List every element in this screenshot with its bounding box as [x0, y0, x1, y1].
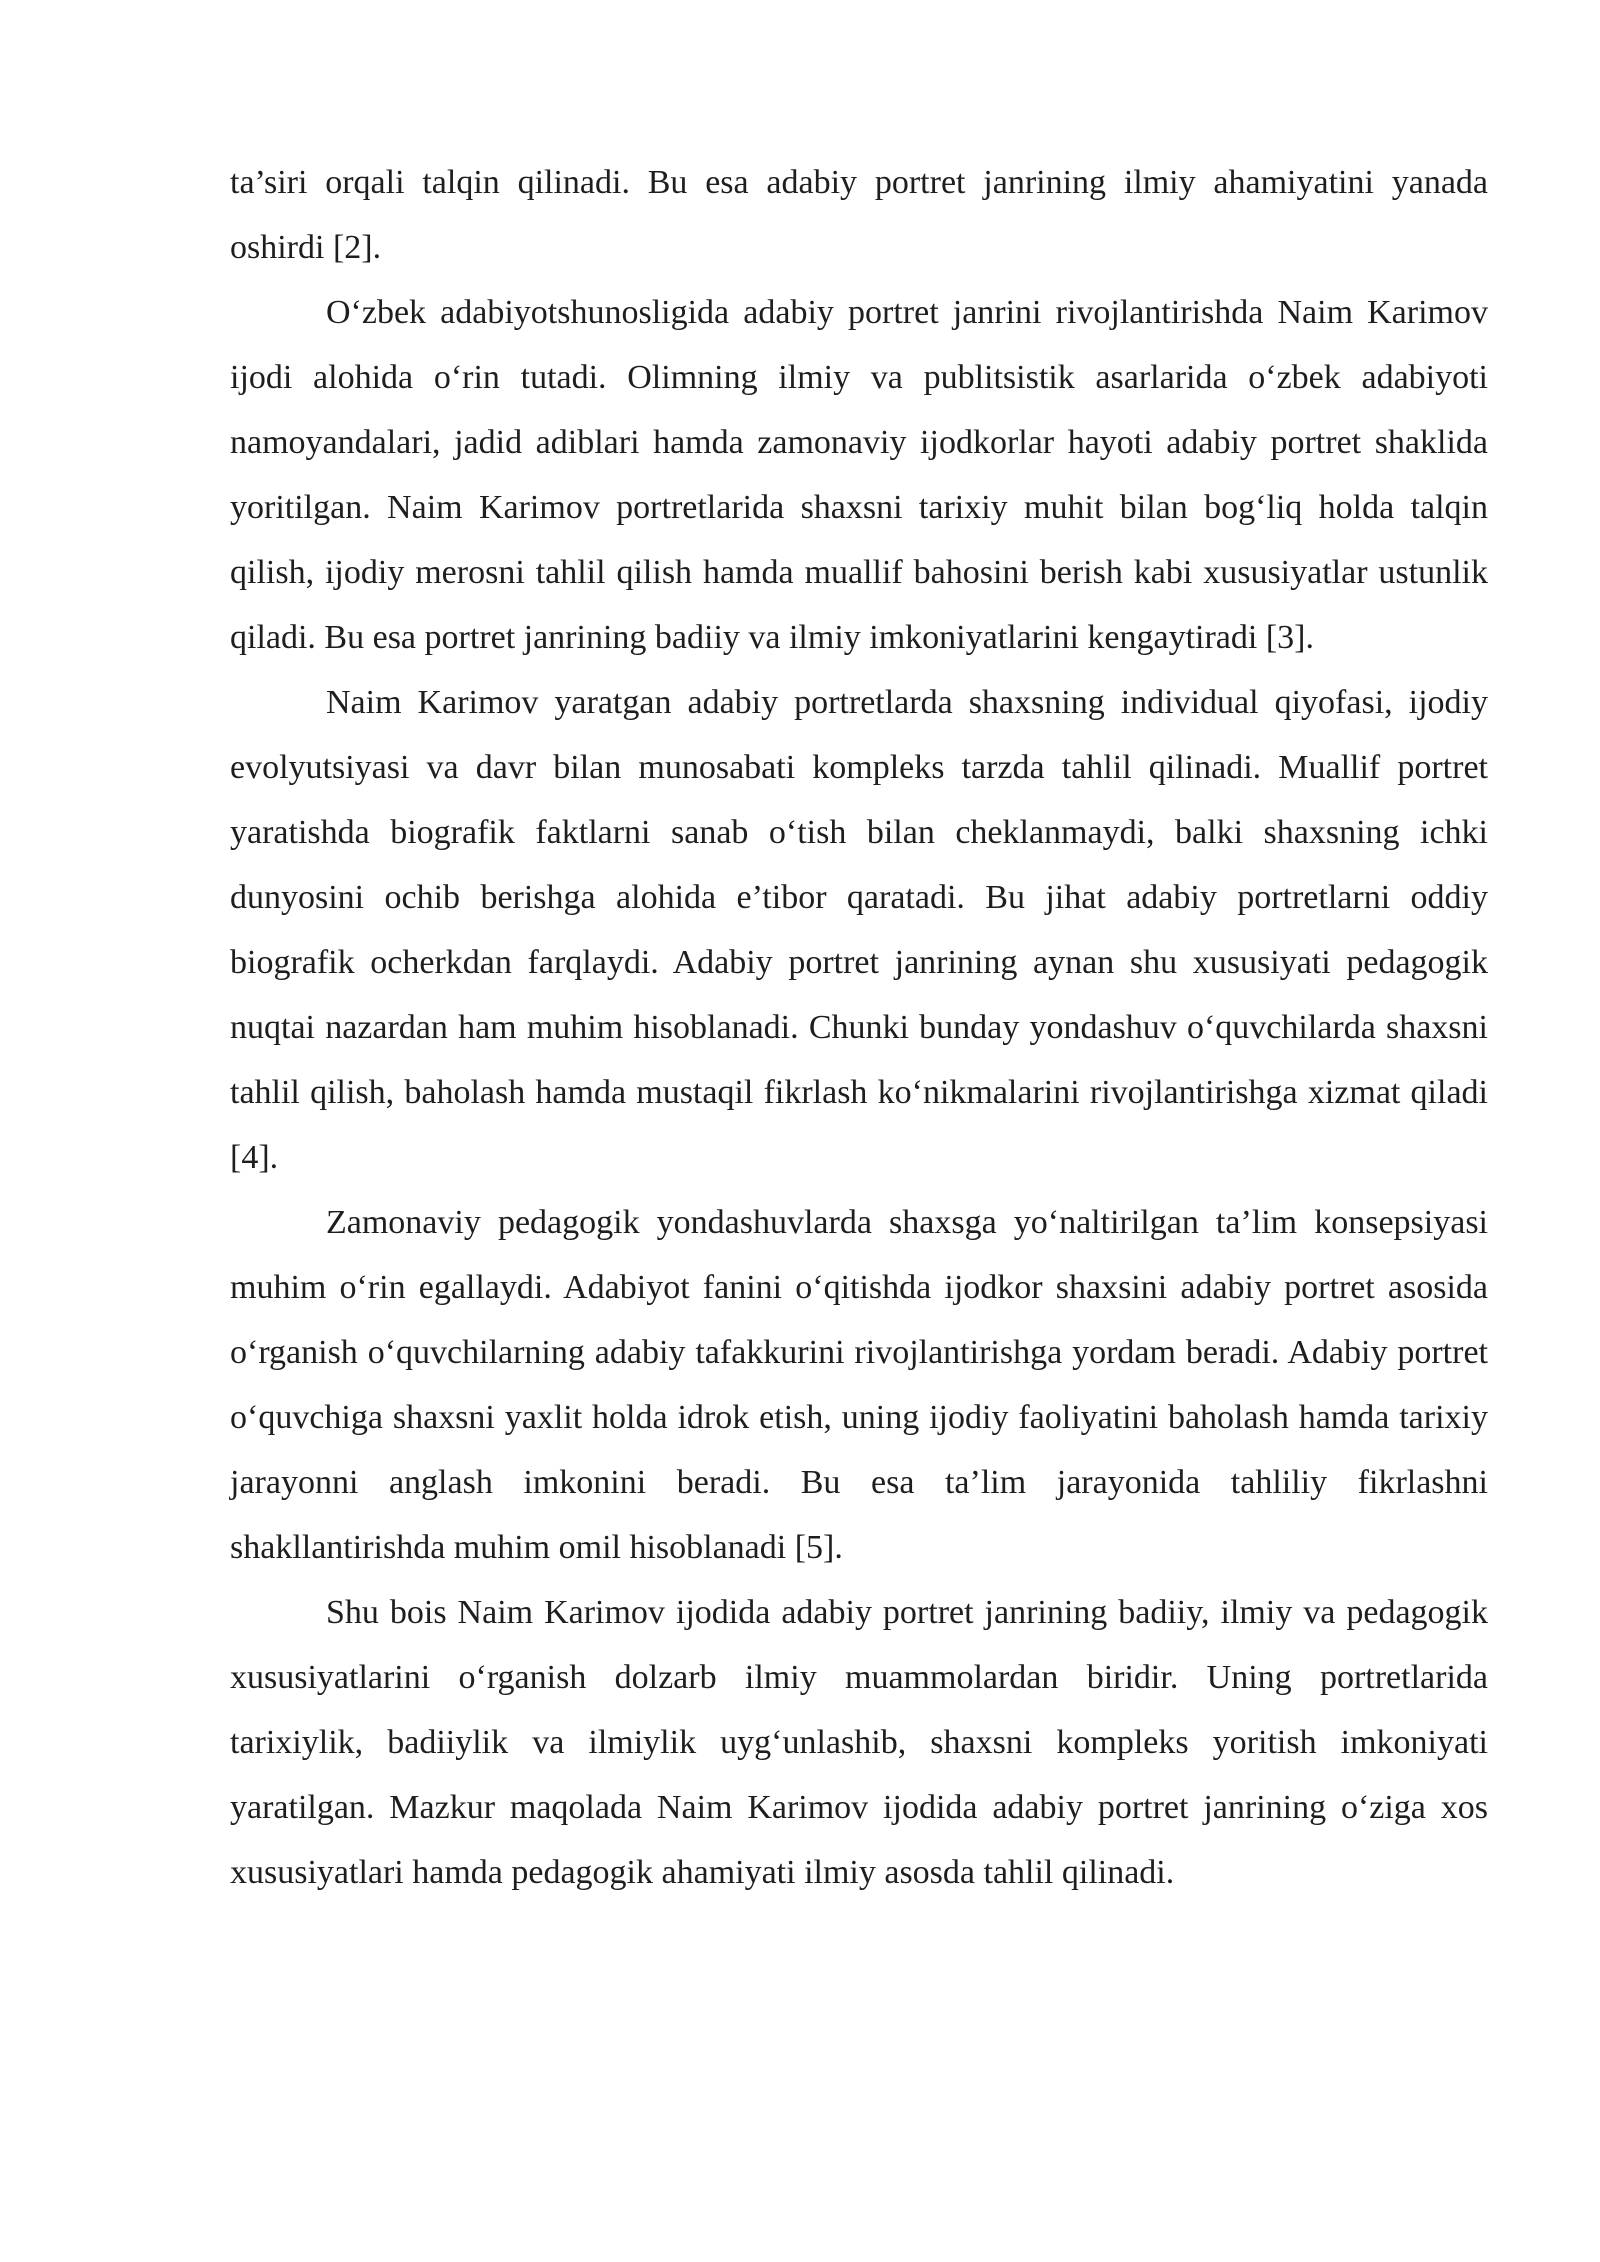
paragraph: Naim Karimov yaratgan adabiy portretlarda shaxsning individual qiyofasi, ijodiy evolyutsiyasi va davr bilan munosabati kompleks tarzda tahlil qilinadi. Muallif portret yaratishda biografik faktlarni sanab o‘tish bilan cheklanmaydi, balki shaxsning ichki dunyosini ochib berishga alohida e’tibor qaratadi. Bu jihat adabiy portretlarni oddiy biografik ocherkdan farqlaydi. Adabiy portret janrining aynan shu xususiyati pedagogik nuqtai nazardan ham muhim hisoblanadi. Chunki bunday yondashuv o‘quvchilarda shaxsni tahlil qilish, baholash hamda mustaqil fikrlash ko‘nikmalarini rivojlantirishga xizmat qiladi [4].: [230, 684, 1488, 1176]
paragraph: O‘zbek adabiyotshunosligida adabiy portret janrini rivojlantirishda Naim Karimov ijodi alohida o‘rin tutadi. Olimning ilmiy va publitsistik asarlarida o‘zbek adabiyoti namoyandalari, jadid adiblari hamda zamonaviy ijodkorlar hayoti adabiy portret shaklida yoritilgan. Naim Karimov portretlarida shaxsni tarixiy muhit bilan bog‘liq holda talqin qilish, ijodiy merosni tahlil qilish hamda muallif bahosini berish kabi xususiyatlar ustunlik qiladi. Bu esa portret janrining badiiy va ilmiy imkoniyatlarini kengaytiradi [3].: [230, 294, 1488, 656]
paragraph: Shu bois Naim Karimov ijodida adabiy portret janrining badiiy, ilmiy va pedagogik xususiyatlarini o‘rganish dolzarb ilmiy muammolardan biridir. Uning portretlarida tarixiylik, badiiylik va ilmiylik uyg‘unlashib, shaxsni kompleks yoritish imkoniyati yaratilgan. Mazkur maqolada Naim Karimov ijodida adabiy portret janrining o‘ziga xos xususiyatlari hamda pedagogik ahamiyati ilmiy asosda tahlil qilinadi.: [230, 1594, 1488, 1891]
paragraph-continuation: ta’siri orqali talqin qilinadi. Bu esa adabiy portret janrining ilmiy ahamiyatini yanada oshirdi [2].: [230, 164, 1488, 266]
body-text: [230, 150, 1488, 1905]
paragraph: Zamonaviy pedagogik yondashuvlarda shaxsga yo‘naltirilgan ta’lim konsepsiyasi muhim o‘rin egallaydi. Adabiyot fanini o‘qitishda ijodkor shaxsini adabiy portret asosida o‘rganish o‘quvchilarning adabiy tafakkurini rivojlantirishga yordam beradi. Adabiy portret o‘quvchiga shaxsni yaxlit holda idrok etish, uning ijodiy faoliyatini baholash hamda tarixiy jarayonni anglash imkonini beradi. Bu esa ta’lim jarayonida tahliliy fikrlashni shakllantirishda muhim omil hisoblanadi [5].: [230, 1204, 1488, 1566]
